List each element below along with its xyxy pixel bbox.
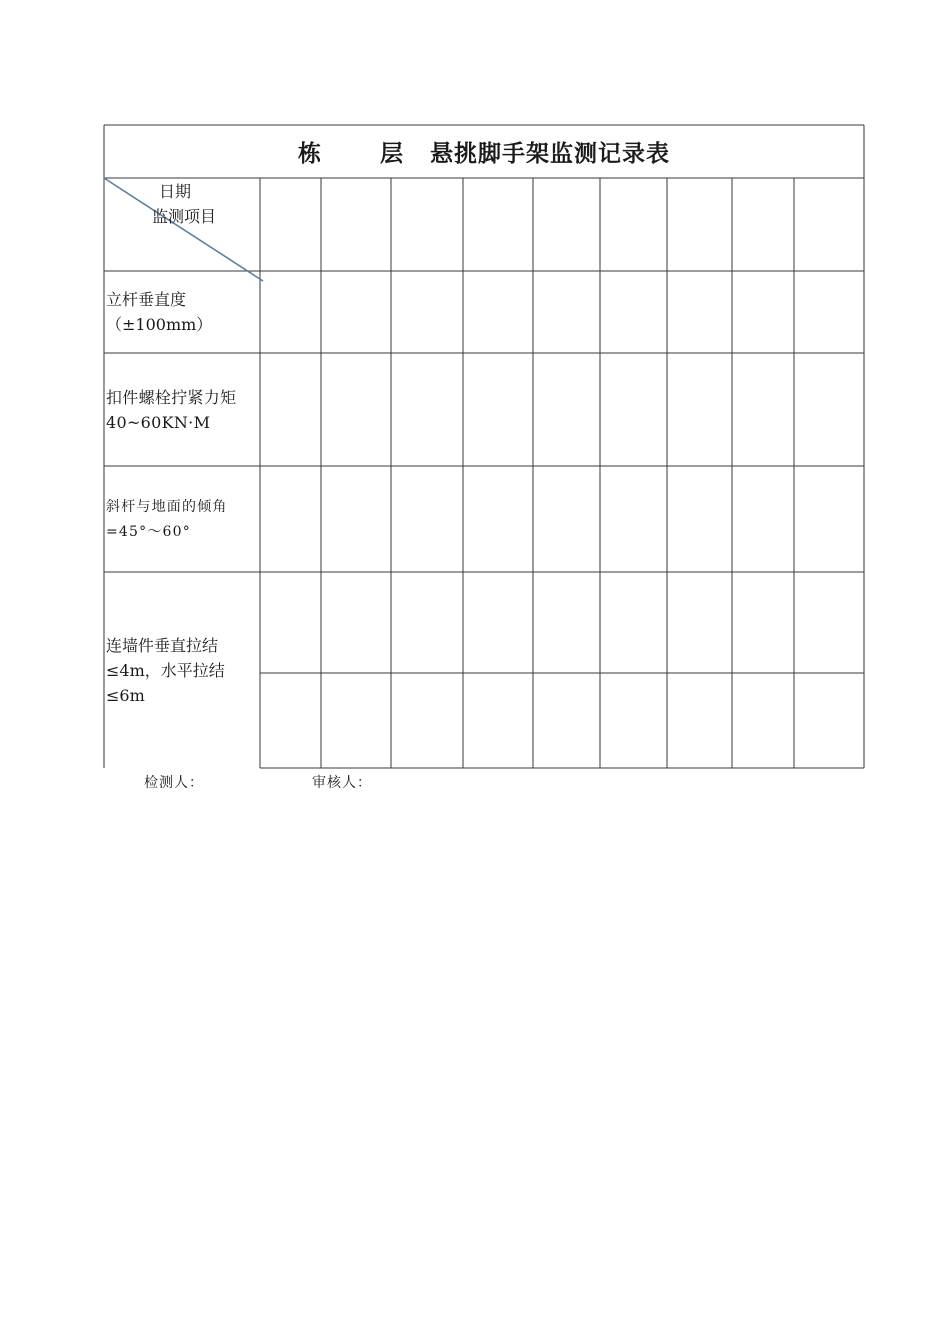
inspector-label: 检测人： [144, 775, 204, 791]
row-label-brace-angle: 斜杆与地面的倾角 =45°～60° [106, 499, 228, 540]
title-name: 悬挑脚手架监测记录表 [430, 141, 670, 167]
row-label-pole-verticality: 立杆垂直度 （±100mm） [106, 290, 213, 334]
reviewer-label: 审核人： [312, 775, 372, 791]
title-floor: 层 [380, 141, 404, 167]
header-date-label: 日期 [158, 182, 191, 201]
row-label-wall-ties: 连墙件垂直拉结 ≤4m，水平拉结 ≤6m [106, 636, 225, 705]
header-item-label: 监测项目 [151, 207, 216, 226]
title-building: 栋 [298, 141, 322, 167]
row-label-bolt-torque: 扣件螺栓拧紧力矩 40~60KN·M [106, 388, 237, 432]
